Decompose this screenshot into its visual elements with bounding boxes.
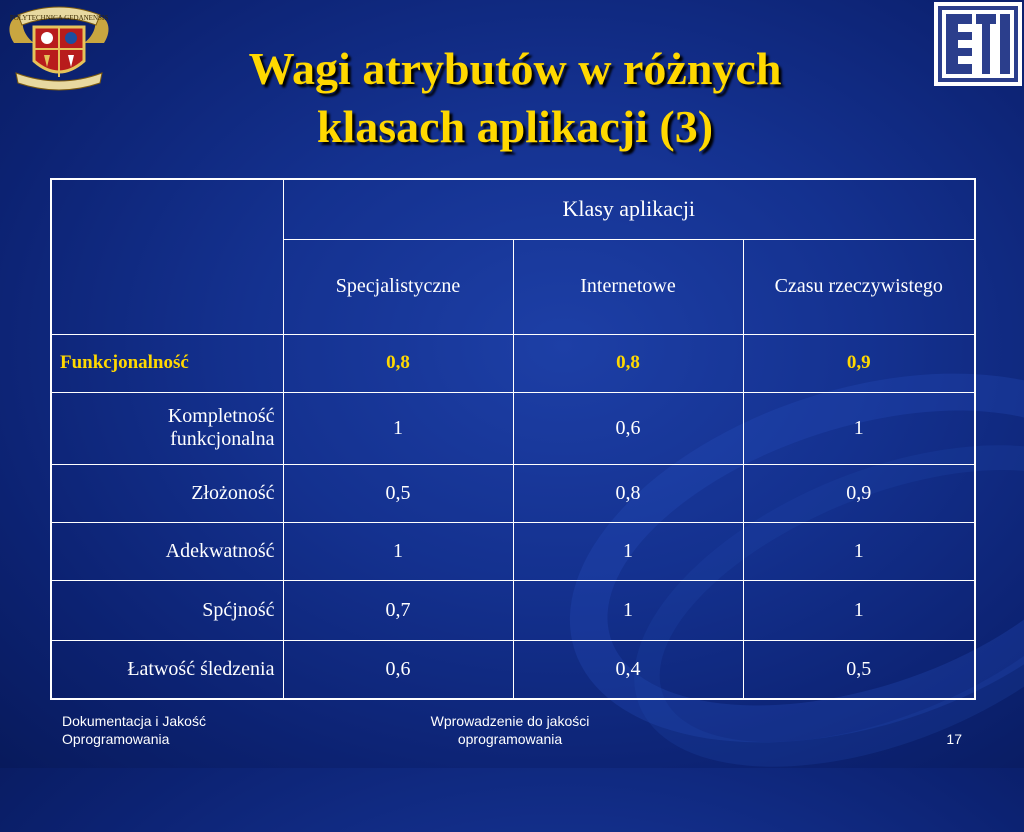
cell-value: 1 bbox=[743, 392, 975, 464]
university-crest-logo bbox=[4, 3, 114, 91]
table-row bbox=[51, 581, 975, 641]
cell-value: 0,8 bbox=[513, 465, 743, 523]
slide-title-line2: klasach aplikacji (3) bbox=[316, 101, 714, 152]
cell-value: 1 bbox=[743, 523, 975, 581]
table-row bbox=[51, 392, 975, 464]
footer-course bbox=[62, 712, 322, 748]
cell-value: 0,8 bbox=[283, 334, 513, 392]
column-header: Specjalistyczne bbox=[283, 239, 513, 334]
table-row bbox=[51, 523, 975, 581]
cell-value: 0,8 bbox=[513, 334, 743, 392]
row-label: Adekwatność bbox=[51, 523, 283, 581]
eti-logo-text: ETI bbox=[974, 78, 982, 83]
table-row bbox=[51, 465, 975, 523]
row-label: Funkcjonalność bbox=[51, 334, 283, 392]
column-header: Internetowe bbox=[513, 239, 743, 334]
column-header: Czasu rzeczywistego bbox=[743, 239, 975, 334]
cell-value: 0,9 bbox=[743, 334, 975, 392]
footer-topic bbox=[390, 712, 630, 748]
cell-value: 0,4 bbox=[513, 641, 743, 699]
footer-topic-line1: Wprowadzenie do jakości bbox=[430, 713, 590, 729]
cell-value: 0,7 bbox=[283, 581, 513, 641]
cell-value: 1 bbox=[513, 581, 743, 641]
cell-value: 0,5 bbox=[283, 465, 513, 523]
row-label: Złożoność bbox=[51, 465, 283, 523]
slide-title bbox=[130, 40, 900, 156]
row-label: Łatwość śledzenia bbox=[51, 641, 283, 699]
group-header: Klasy aplikacji bbox=[283, 179, 975, 239]
page-number: 17 bbox=[946, 731, 962, 747]
cell-value: 0,5 bbox=[743, 641, 975, 699]
cell-value: 1 bbox=[283, 392, 513, 464]
table-row bbox=[51, 641, 975, 699]
eti-logo bbox=[934, 2, 1022, 86]
empty-corner-cell bbox=[51, 179, 283, 334]
cell-value: 1 bbox=[513, 523, 743, 581]
weights-table bbox=[50, 178, 976, 700]
cell-value: 0,6 bbox=[513, 392, 743, 464]
footer-course-line2: Oprogramowania bbox=[62, 731, 170, 747]
cell-value: 0,6 bbox=[283, 641, 513, 699]
table-row-highlight bbox=[51, 334, 975, 392]
slide-title-line1: Wagi atrybutów w różnych bbox=[248, 43, 782, 94]
row-label: Kompletność funkcjonalna bbox=[51, 392, 283, 464]
cell-value: 1 bbox=[283, 523, 513, 581]
cell-value: 1 bbox=[743, 581, 975, 641]
footer-topic-line2: oprogramowania bbox=[457, 731, 563, 747]
crest-banner-text: POLYTECHNICA GEDANENSIS bbox=[9, 14, 109, 22]
cell-value: 0,9 bbox=[743, 465, 975, 523]
row-label: Spćjność bbox=[51, 581, 283, 641]
footer-course-line1: Dokumentacja i Jakość bbox=[62, 713, 206, 729]
